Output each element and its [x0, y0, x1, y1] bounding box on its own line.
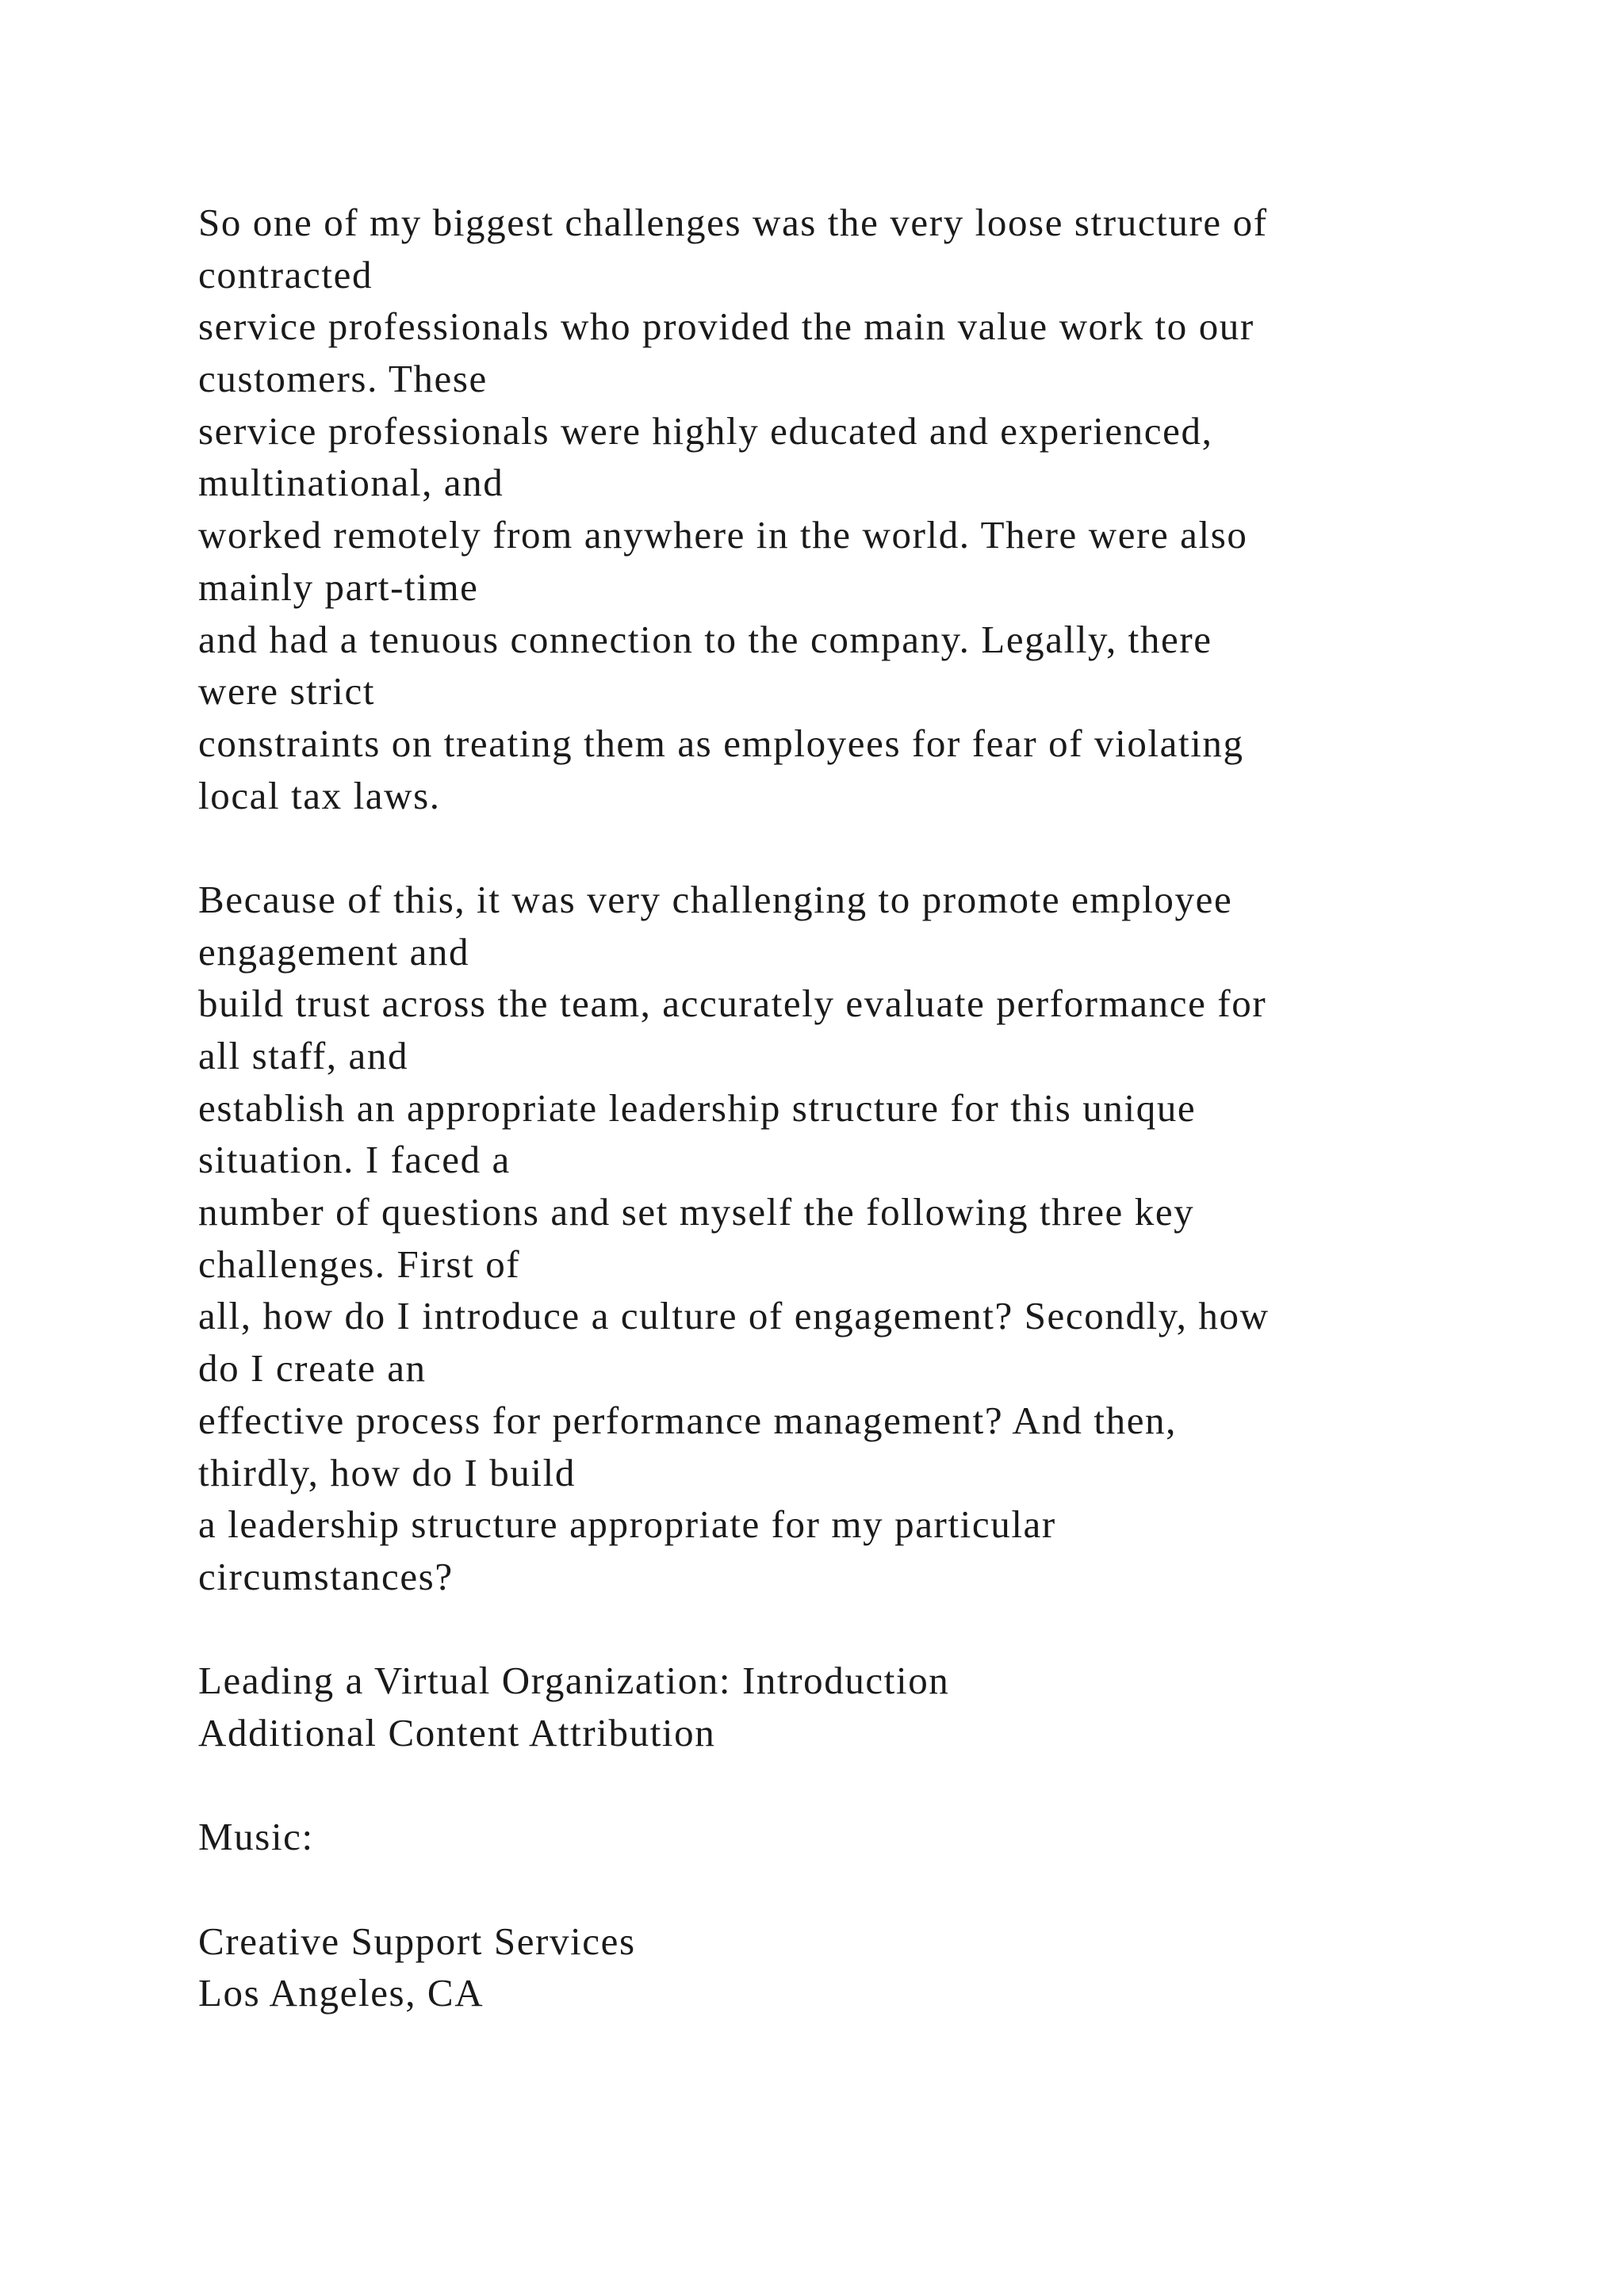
- paragraph-spacer: [198, 1759, 1546, 1812]
- text-line: constraints on treating them as employees for fear of violating: [198, 721, 1244, 765]
- paragraph-spacer: [198, 821, 1546, 874]
- text-line: all staff, and: [198, 1034, 409, 1077]
- text-line: worked remotely from anywhere in the world. There were also: [198, 513, 1248, 557]
- paragraph-key-questions: [198, 874, 1546, 1603]
- text-line: challenges. First of: [198, 1242, 521, 1286]
- text-line: do I create an: [198, 1346, 427, 1391]
- text-line: situation. I faced a: [198, 1138, 511, 1182]
- music-label: Music:: [198, 1815, 314, 1859]
- text-line: Because of this, it was very challenging to promote employee: [198, 877, 1233, 921]
- text-line: contracted: [198, 252, 373, 297]
- credit-organization: Creative Support Services: [198, 1919, 636, 1963]
- text-line: and had a tenuous connection to the company. Legally, there: [198, 617, 1212, 661]
- paragraph-spacer: [198, 1603, 1546, 1655]
- document-text: [198, 197, 1546, 2019]
- text-line: were strict: [198, 669, 376, 714]
- text-line: establish an appropriate leadership structure for this unique: [198, 1085, 1197, 1130]
- text-line: service professionals were highly educated and experienced,: [198, 408, 1213, 453]
- credit-location: Los Angeles, CA: [198, 1971, 485, 2015]
- text-line: local tax laws.: [198, 773, 441, 817]
- text-line: a leadership structure appropriate for my particular: [198, 1502, 1056, 1547]
- text-line: multinational, and: [198, 461, 504, 505]
- text-line: mainly part-time: [198, 564, 479, 609]
- paragraph-challenges: [198, 197, 1546, 821]
- text-line: engagement and: [198, 929, 470, 974]
- text-line: service professionals who provided the main value work to our: [198, 304, 1254, 349]
- text-line: So one of my biggest challenges was the very loose structure of: [198, 201, 1268, 244]
- text-line: all, how do I introduce a culture of engagement? Secondly, how: [198, 1294, 1270, 1338]
- text-line: number of questions and set myself the following three key: [198, 1190, 1195, 1234]
- text-line: build trust across the team, accurately evaluate performance for: [198, 982, 1267, 1026]
- attribution-title: Leading a Virtual Organization: Introduction: [198, 1659, 950, 1703]
- text-line: customers. These: [198, 357, 488, 401]
- text-line: circumstances?: [198, 1554, 454, 1598]
- paragraph-spacer: [198, 1863, 1546, 1915]
- text-line: thirdly, how do I build: [198, 1450, 576, 1494]
- text-line: effective process for performance management? And then,: [198, 1398, 1177, 1442]
- credits-block: [198, 1915, 1546, 2019]
- attribution-subtitle: Additional Content Attribution: [198, 1710, 716, 1755]
- attribution-heading: [198, 1655, 1546, 1758]
